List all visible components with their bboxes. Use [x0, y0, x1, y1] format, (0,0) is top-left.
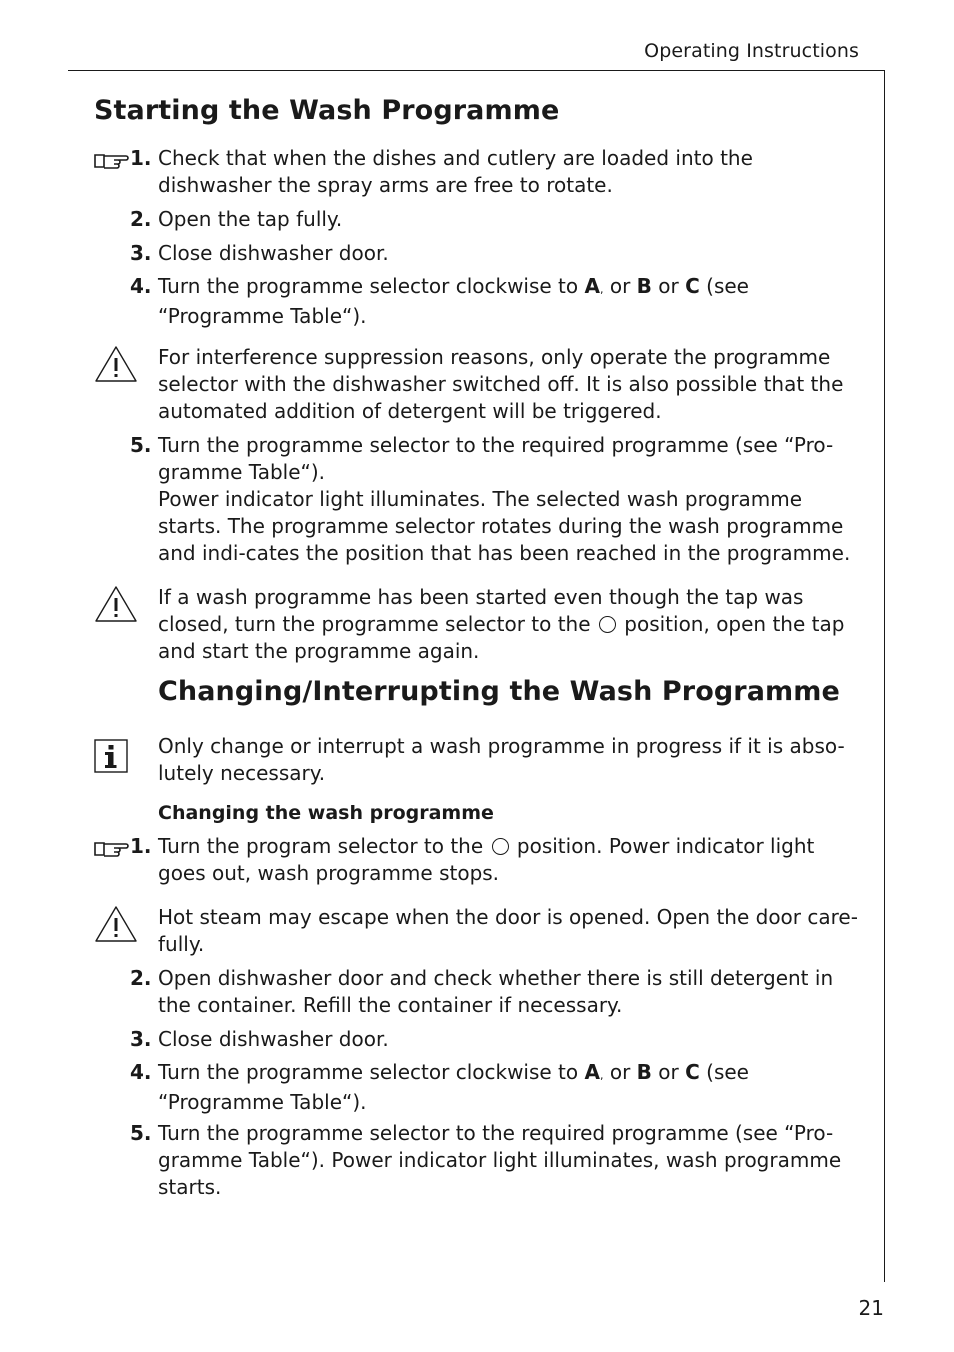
margin-rule [884, 70, 885, 1282]
circle-icon [599, 616, 616, 633]
step-number: 2. [130, 966, 152, 990]
option-c: C [685, 274, 700, 298]
step-text-end: (see “Programme Table“). [158, 1060, 749, 1114]
or-text: or [603, 1060, 637, 1084]
step-text: Turn the programme selector clockwise to [158, 274, 585, 298]
subheading: Changing the wash programme [158, 802, 494, 824]
step-text: Close dishwasher door. [158, 1027, 389, 1051]
step-text-continued: Power indicator light illuminates. The selected wash programme starts. The programme selector rotates during the wash programme and indi-cates the position that has been reached in the programme. [158, 487, 851, 565]
separator: , [599, 283, 604, 296]
option-c: C [685, 1060, 700, 1084]
or-text: or [603, 274, 637, 298]
option-a: A [584, 1060, 600, 1084]
step-1 [130, 833, 858, 887]
step-2 [130, 206, 858, 233]
step-text: position. Power indicator light goes out, wash programme stops. [158, 834, 815, 885]
step-text: Open dishwasher door and check whether there is still detergent in the container. Refill the container if necessary. [158, 966, 834, 1017]
option-b: B [636, 1060, 652, 1084]
option-b: B [636, 274, 652, 298]
step-number: 3. [130, 1027, 152, 1051]
step-number: 3. [130, 241, 152, 265]
warning-text-part: position, open the tap and start the programme again. [158, 612, 845, 663]
step-5 [130, 1120, 858, 1201]
step-4 [130, 273, 858, 330]
step-number: 4. [130, 1060, 152, 1084]
warning-text-1: For interference suppression reasons, only operate the programme selector with the dishwasher switched off. It is also possible that the automated addition of detergent will be triggered. [158, 345, 844, 423]
step-text: Turn the program selector to the [158, 834, 484, 858]
step-text: Turn the programme selector to the required programme (see “Pro-gramme Table“). Power indicator light illuminates, wash programme starts. [158, 1121, 842, 1199]
or-text: or [651, 274, 686, 298]
separator: , [599, 1069, 604, 1082]
warning-text-2 [158, 584, 858, 665]
step-text: Open the tap fully. [158, 207, 343, 231]
info-text: Only change or interrupt a wash programme in progress if it is abso-lutely necessary. [158, 734, 845, 785]
step-5 [130, 432, 858, 567]
pointing-hand-icon [94, 150, 130, 170]
warning-text-3: Hot steam may escape when the door is opened. Open the door care-fully. [158, 905, 858, 956]
step-number: 2. [130, 207, 152, 231]
step-text: Turn the programme selector to the required programme (see “Pro-gramme Table“). [158, 433, 834, 484]
step-4 [130, 1059, 858, 1116]
pointing-hand-icon [94, 838, 130, 858]
step-3 [130, 240, 858, 267]
step-1 [130, 145, 858, 199]
step-2 [130, 965, 858, 1019]
header-rule [68, 70, 885, 71]
step-3 [130, 1026, 858, 1053]
info-icon [94, 739, 128, 773]
option-a: A [584, 274, 600, 298]
section-title-changing: Changing/Interrupting the Wash Programme [158, 676, 840, 707]
step-text: Check that when the dishes and cutlery are loaded into the dishwasher the spray arms are free to rotate. [158, 146, 753, 197]
section-title-starting: Starting the Wash Programme [94, 95, 560, 126]
step-number: 4. [130, 274, 152, 298]
warning-triangle-icon [94, 584, 138, 624]
circle-icon [492, 838, 509, 855]
step-number: 1. [130, 834, 152, 858]
warning-text-part: If a wash programme has been started even though the tap was closed, turn the programme selector to the [158, 585, 804, 636]
or-text: or [651, 1060, 686, 1084]
step-number: 5. [130, 433, 152, 457]
running-head: Operating Instructions [644, 40, 859, 62]
warning-triangle-icon [94, 904, 138, 944]
page-number: 21 [858, 1296, 884, 1320]
step-number: 5. [130, 1121, 152, 1145]
step-text-end: (see “Programme Table“). [158, 274, 749, 328]
warning-triangle-icon [94, 344, 138, 384]
step-number: 1. [130, 146, 152, 170]
step-text: Turn the programme selector clockwise to [158, 1060, 585, 1084]
step-text: Close dishwasher door. [158, 241, 389, 265]
